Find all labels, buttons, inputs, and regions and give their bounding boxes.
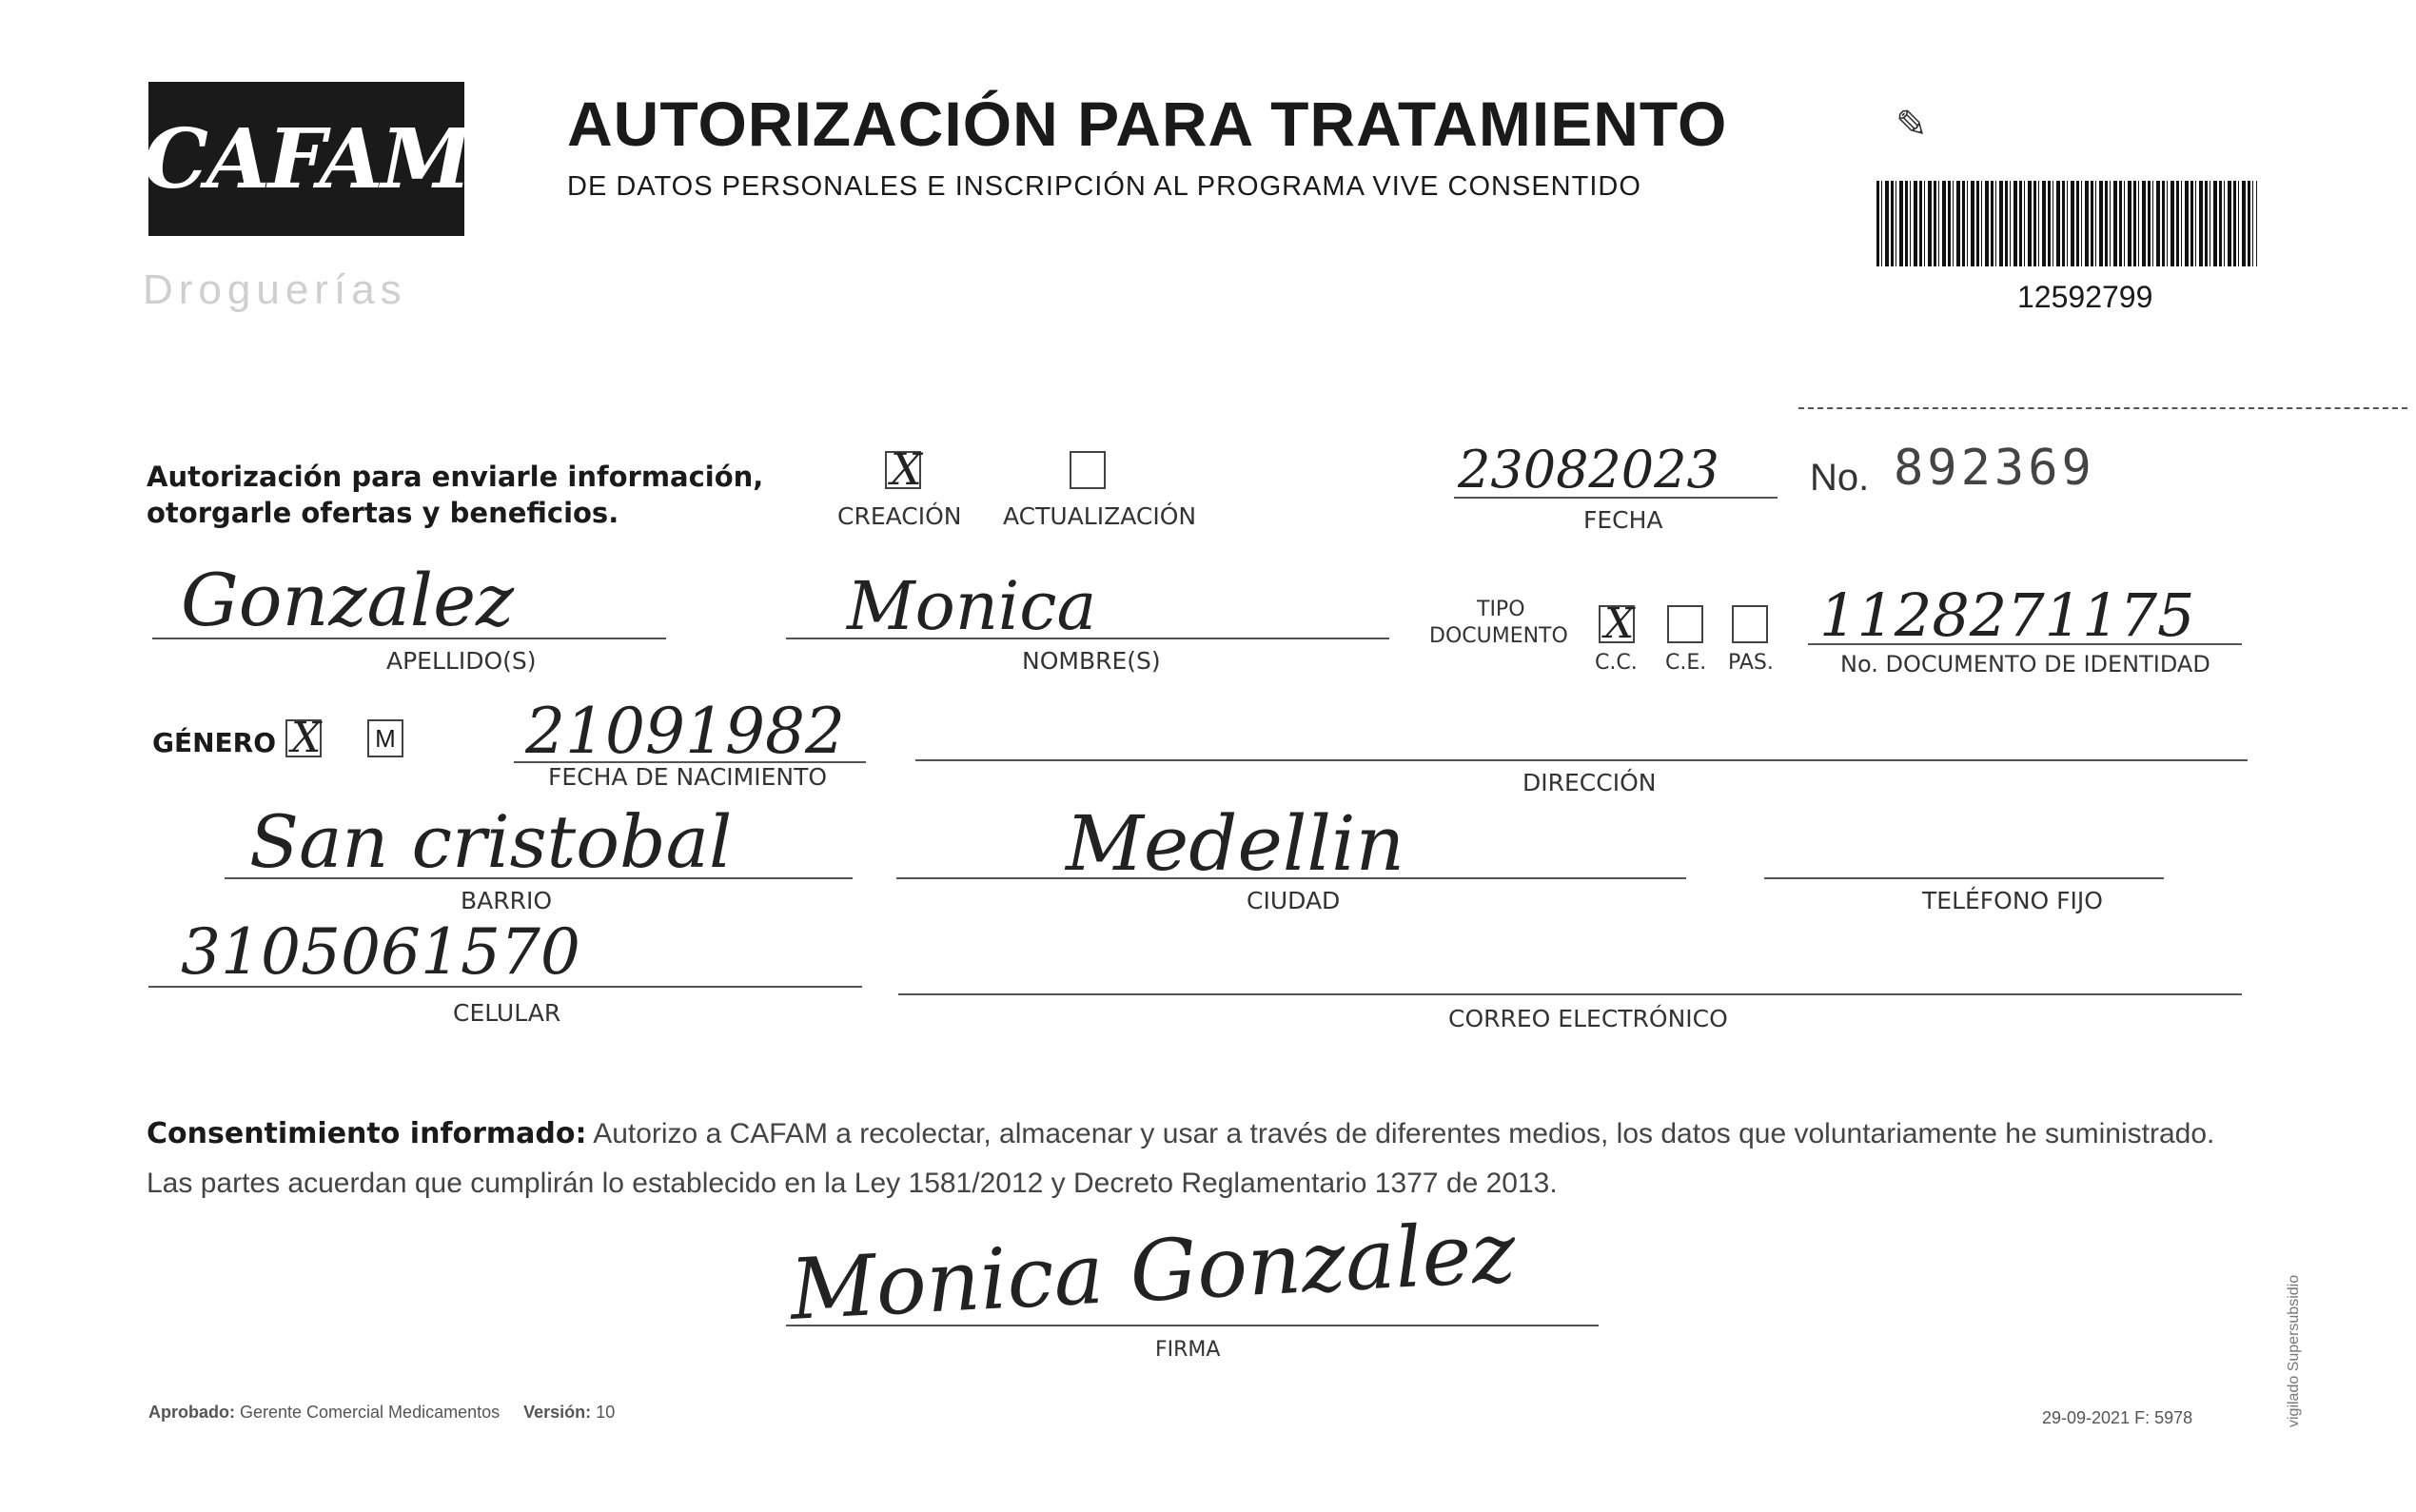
creacion-check-mark: X [891,443,922,495]
form-number-value: 892369 [1894,440,2095,497]
consent-bold-label: Consentimiento informado: [147,1117,587,1150]
documento-value[interactable]: 1128271175 [1819,580,2195,650]
direccion-label: DIRECCIÓN [1522,769,1657,796]
cut-line [1798,407,2407,409]
approved-label: Aprobado: [148,1403,235,1422]
fecha-value[interactable]: 23082023 [1458,440,1719,500]
barrio-value[interactable]: San cristobal [249,799,733,884]
actualizacion-checkbox[interactable] [1070,451,1106,489]
form-number-label: No. [1810,457,1870,499]
ciudad-label: CIUDAD [1247,887,1341,914]
firma-label: FIRMA [1155,1338,1221,1362]
nombre-label: NOMBRE(S) [1022,647,1161,675]
footer-approved [148,1403,615,1423]
creacion-label: CREACIÓN [837,502,962,530]
version-value: 10 [596,1403,616,1422]
actualizacion-label: ACTUALIZACIÓN [1003,502,1197,530]
cc-checkbox[interactable] [1599,599,1635,648]
approved-value: Gerente Comercial Medicamentos [240,1403,501,1422]
tipo-label-1: TIPO [1477,598,1525,621]
form-subtitle: DE DATOS PERSONALES E INSCRIPCIÓN AL PROGRAMA VIVE CONSENTIDO [567,171,1641,202]
tipo-lead-line [1323,638,1389,639]
ce-checkbox[interactable] [1667,605,1703,643]
consent-text: Autorizo a CAFAM a recolectar, almacenar y usar a través de diferentes medios, los datos que voluntariamente he suministrado. Las partes acuerdan que cumplirán lo establecido en la Ley 1581/2012 y Decreto Reglamentario 1377 de 2013. [147,1118,2215,1199]
telefono-line [1764,877,2164,879]
genero-m-label: M [375,724,396,753]
barrio-label: BARRIO [461,887,553,914]
nacimiento-label: FECHA DE NACIMIENTO [548,763,828,791]
cc-check-mark: X [1604,599,1635,648]
nacimiento-value[interactable]: 21091982 [525,695,845,768]
apellido-label: APELLIDO(S) [386,647,537,675]
form-title: AUTORIZACIÓN PARA TRATAMIENTO [567,88,1728,159]
correo-line [898,993,2242,995]
celular-value[interactable]: 3105061570 [181,915,580,989]
documento-label: No. DOCUMENTO DE IDENTIDAD [1840,651,2210,677]
vertical-vigilado-text: vigilado Supersubsidio [2286,1274,2302,1427]
telefono-label: TELÉFONO FIJO [1922,887,2103,914]
authorization-text [147,459,763,531]
creacion-checkbox[interactable] [885,443,922,495]
authorization-line-1: Autorización para enviarle información, [147,461,764,493]
footer-date-code: 29-09-2021 F: 5978 [2042,1408,2193,1427]
authorization-line-2: otorgarle ofertas y beneficios. [147,497,619,529]
celular-label: CELULAR [453,999,561,1027]
pas-checkbox[interactable] [1732,605,1768,643]
genero-f-check-mark: X [291,714,322,762]
barcode-icon [1876,181,2257,266]
cc-label: C.C. [1595,651,1638,675]
cafam-logo: CAFAM [148,82,464,236]
firma-value[interactable]: Monica Gonzalez [787,1203,1519,1339]
consent-paragraph [147,1109,2259,1208]
nombre-value[interactable]: Monica [847,567,1097,645]
drogerias-ghost-text: Droguerías [143,266,407,313]
tipo-label-2: DOCUMENTO [1429,624,1568,648]
direccion-line [915,759,2248,761]
barcode-number: 12592799 [2017,280,2153,314]
pas-label: PAS. [1728,651,1774,675]
genero-label: GÉNERO [152,727,277,758]
fecha-label: FECHA [1583,506,1663,534]
version-label: Versión: [523,1403,592,1422]
correo-label: CORREO ELECTRÓNICO [1448,1005,1728,1032]
ciudad-value[interactable]: Medellin [1066,799,1405,888]
apellido-value[interactable]: Gonzalez [181,558,515,642]
ce-label: C.E. [1665,651,1707,675]
scribble-mark-icon: ✎ [1895,104,1928,146]
genero-m-checkbox[interactable] [367,719,403,757]
genero-f-checkbox[interactable] [285,714,322,762]
